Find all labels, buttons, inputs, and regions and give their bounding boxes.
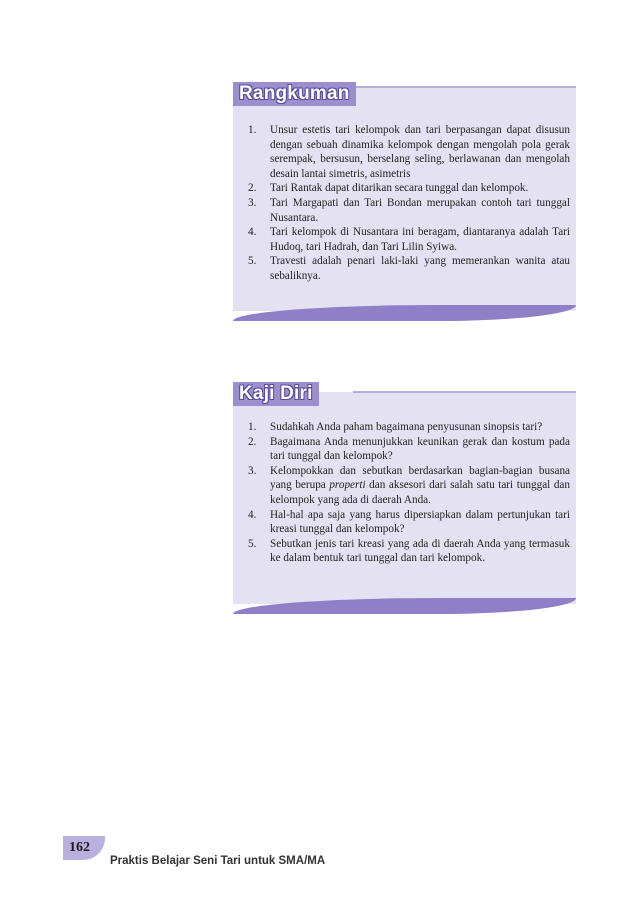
item-text: Tari kelompok di Nusantara ini beragam, diantaranya adalah Tari Hudoq, tari Hadrah, dan Tari Lilin Syiwa. [270,226,570,253]
item-number: 1. [248,421,257,433]
item-text [270,465,570,506]
item-text: Tari Margapati dan Tari Bondan merupakan contoh tari tunggal Nusantara. [270,196,570,224]
rangkuman-top-rule [353,86,576,88]
item-number: 2. [248,182,257,195]
item-number: 4. [248,226,257,239]
item-number: 3. [248,464,257,477]
list-item [248,254,570,283]
item-number: 5. [248,537,257,550]
item-text-before: Kelompokkan dan sebutkan berdasarkan bagian-bagian busana yang berupa [270,464,570,492]
kaji-diri-title: Kaji Diri [233,382,319,406]
list-item [248,464,570,508]
kaji-diri-bottom-band [233,598,576,614]
item-number: 4. [248,508,257,521]
rangkuman-title: Rangkuman [233,82,356,106]
kaji-diri-top-rule [353,391,576,393]
item-text: Sudahkah Anda paham bagaimana penyusunan sinopsis tari? [270,421,543,433]
item-text-after: dan aksesori dari salah satu tari tunggal dan kelompok yang ada di daerah Anda. [270,479,570,506]
kaji-diri-list [248,420,570,566]
list-item [248,123,570,181]
item-number: 2. [248,435,257,448]
list-item [248,508,570,537]
item-text: Bagaimana Anda menunjukkan keunikan gerak dan kostum pada tari tunggal dan kelompok? [270,435,570,463]
list-item [248,537,570,566]
item-text: Hal-hal apa saja yang harus dipersiapkan dalam pertunjukan tari kreasi tunggal dan kelompok? [270,508,570,536]
list-item [248,420,570,435]
item-text: Unsur estetis tari kelompok dan tari berpasangan dapat disusun dengan sebuah dinamika kelompok dengan mengolah pola gerak serempak, bersusun, berselang seling, berlawanan dan mengolah desain lantai simetris, asimetris [270,124,570,180]
rangkuman-bottom-band [233,305,576,321]
list-item [248,181,570,196]
book-title: Praktis Belajar Seni Tari untuk SMA/MA [110,855,326,867]
item-text: Tari Rantak dapat ditarikan secara tunggal dan kelompok. [270,182,529,195]
rangkuman-list [248,123,570,284]
list-item [248,225,570,254]
list-item [248,435,570,464]
item-text: Sebutkan jenis tari kreasi yang ada di daerah Anda yang termasuk ke dalam bentuk tari tunggal dan tari kelompok. [270,537,570,565]
item-text: Travesti adalah penari laki-laki yang memerankan wanita atau sebaliknya. [270,255,570,282]
item-number: 3. [248,196,257,209]
item-number: 5. [248,255,257,268]
item-text-italic: properti [329,479,366,492]
page-number: 162 [63,836,105,860]
list-item [248,196,570,225]
item-number: 1. [248,124,257,136]
